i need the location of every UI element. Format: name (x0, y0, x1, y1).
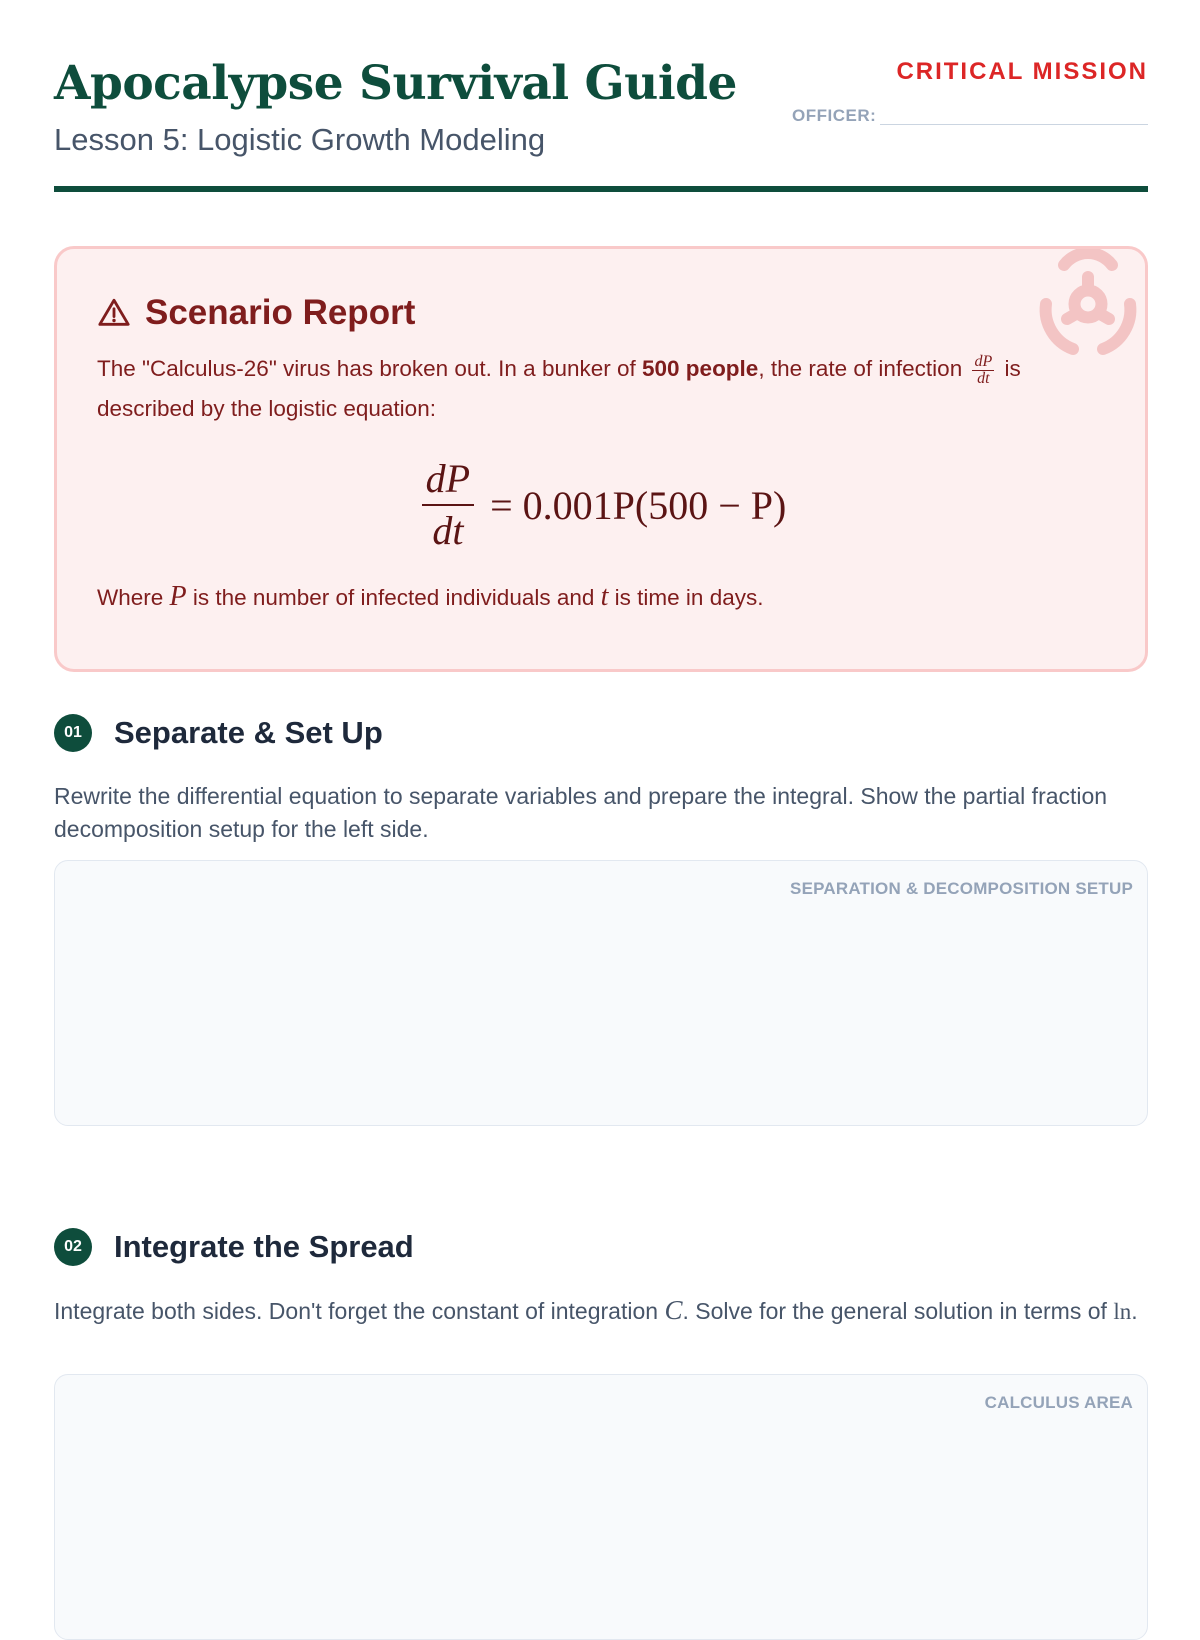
equation-rhs: = 0.001P(500 − P) (490, 482, 787, 528)
work-area-label: SEPARATION & DECOMPOSITION SETUP (790, 879, 1133, 898)
scenario-report-card (54, 246, 1148, 672)
step-instructions: Rewrite the differential equation to separate variables and prepare the integral. Show the partial fraction decomposition setup for the left side. (54, 783, 1108, 842)
step-title: Separate & Set Up (114, 715, 383, 750)
rate-fraction: $\frac{dP}{dt}$ (974, 352, 993, 387)
lesson-subtitle: Lesson 5: Logistic Growth Modeling (54, 122, 546, 157)
step-title: Integrate the Spread (114, 1229, 414, 1264)
officer-name-line[interactable] (880, 124, 1148, 125)
work-area-label: CALCULUS AREA (984, 1393, 1133, 1412)
calculus-work-area[interactable] (54, 1374, 1148, 1640)
warning-icon (97, 296, 131, 330)
mission-badge: CRITICAL MISSION (896, 58, 1148, 85)
scenario-title: Scenario Report (145, 293, 416, 332)
step-instructions: Integrate both sides. Don't forget the constant of integration C. Solve for the general solution in terms of ln. (54, 1295, 1138, 1325)
step-number-badge: 02 (54, 1228, 92, 1266)
header-divider (54, 186, 1148, 192)
scenario-description: The "Calculus-26" virus has broken out. In a bunker of 500 people, the rate of infection $\frac{dP}{dt}$ is described by the logistic equation: (97, 352, 1021, 421)
logistic-equation (57, 457, 1148, 552)
equation-lhs-fraction: $\frac{dP}{dt}$ (422, 458, 474, 552)
separation-work-area[interactable] (54, 860, 1148, 1126)
officer-label: OFFICER: (792, 106, 877, 125)
step-heading (54, 1228, 414, 1266)
page-title: Apocalypse Survival Guide (54, 56, 737, 111)
worksheet-header (54, 50, 1148, 195)
step-heading (54, 714, 383, 752)
variable-definitions: Where P is the number of infected individuals and t is time in days. (97, 581, 764, 612)
scenario-heading (97, 293, 415, 333)
step-number-badge: 01 (54, 714, 92, 752)
population-highlight: 500 people (642, 356, 759, 381)
